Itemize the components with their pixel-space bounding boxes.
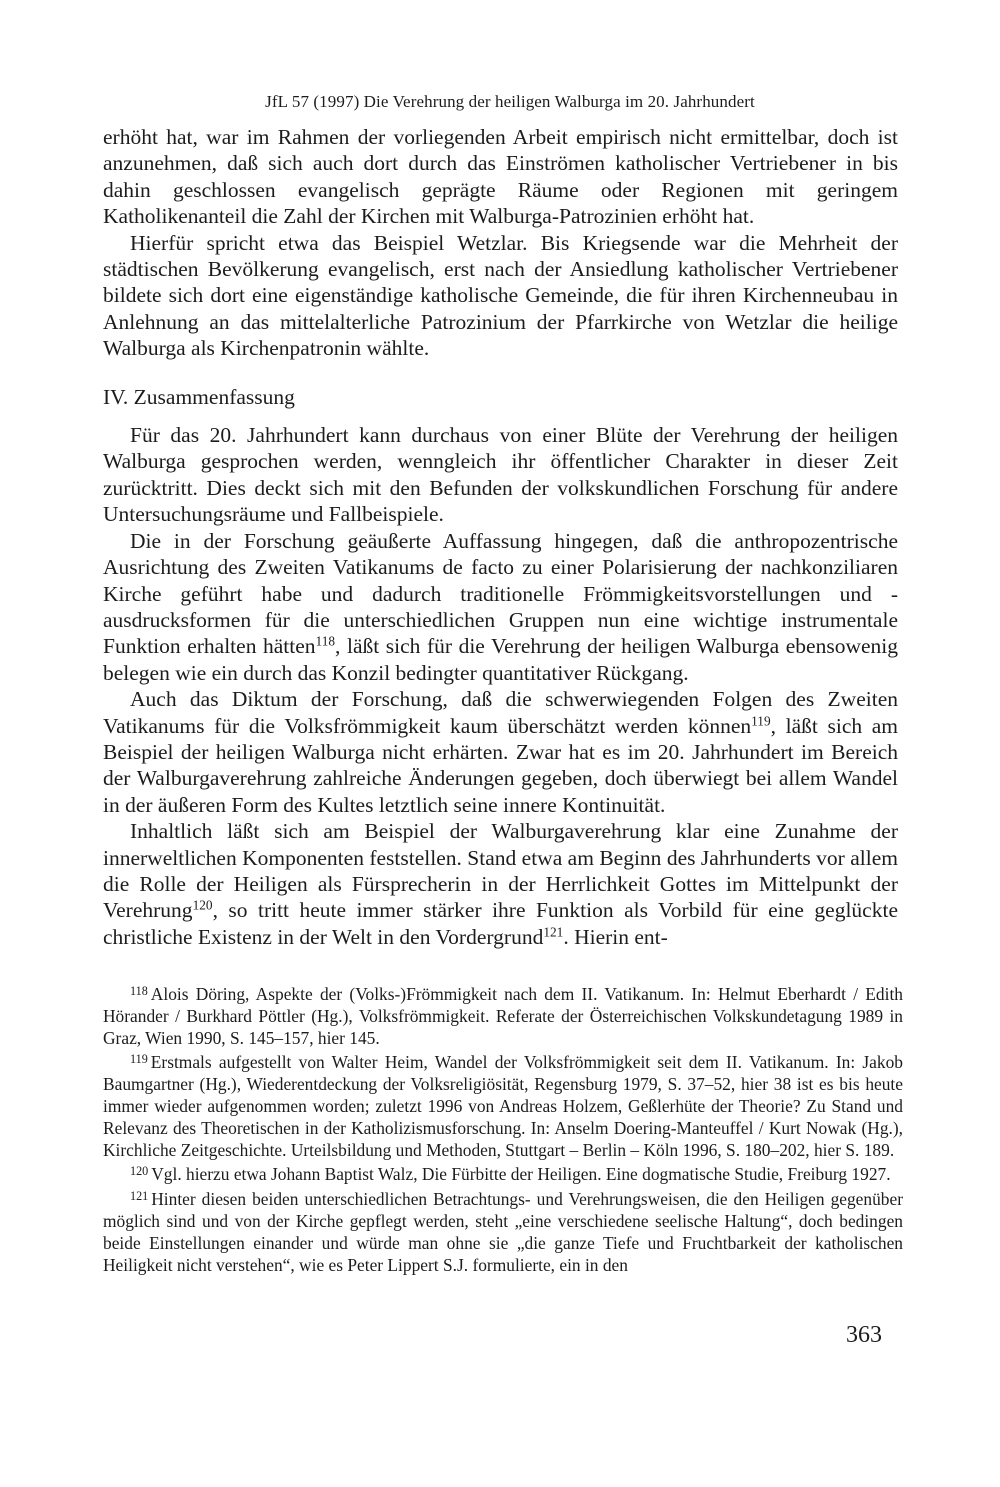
footnote-ref-118[interactable]: 118 xyxy=(315,633,336,649)
paragraph-5-text-a: Auch das Diktum der Forschung, daß die schwerwiegenden Folgen des Zweiten Vatikanums für die Volksfrömmigkeit kaum überschätzt werden können xyxy=(103,687,898,738)
paragraph-5 xyxy=(103,686,898,818)
footnote-118 xyxy=(103,984,903,1049)
footnote-number: 120 xyxy=(130,1163,149,1178)
footnote-number: 119 xyxy=(130,1051,148,1066)
main-text xyxy=(103,124,898,950)
paragraph-6-text-b: , so tritt heute immer stärker ihre Funktion als Vorbild für eine geglückte christliche Existenz in der Welt in den Vordergrund xyxy=(103,898,898,949)
footnote-ref-120[interactable]: 120 xyxy=(192,898,213,914)
footnote-119 xyxy=(103,1052,903,1161)
footnote-ref-121[interactable]: 121 xyxy=(543,924,564,940)
running-head: JfL 57 (1997) Die Verehrung der heiligen Walburga im 20. Jahrhundert xyxy=(265,92,755,111)
footnote-text: Vgl. hierzu etwa Johann Baptist Walz, Die Fürbitte der Heiligen. Eine dogmatische Studie, Freiburg 1927. xyxy=(151,1164,891,1185)
footnote-text: Hinter diesen beiden unterschiedlichen Betrachtungs- und Verehrungsweisen, die den Heiligen gegenüber möglich sind und von der Kirche gepflegt werden, steht „eine verschiedene seelische Haltung“, doch bedingen beide Einstellungen einander und würde man ohne sie „die ganze Tiefe und Fruchtbarkeit der katholischen Heiligkeit nicht verstehen“, wie es Peter Lippert S.J. formulierte, ein in den xyxy=(103,1189,903,1275)
footnote-120 xyxy=(103,1164,903,1186)
section-heading: IV. Zusammenfassung xyxy=(103,384,295,409)
paragraph-1: erhöht hat, war im Rahmen der vorliegenden Arbeit empirisch nicht ermittelbar, doch ist anzunehmen, daß sich auch dort durch das Einströmen katholischer Vertriebener in bis dahin geschlossen evangelisch geprägte Räume oder Regionen mit geringem Katholikenanteil die Zahl der Kirchen mit Walburga-Patrozinien erhöht hat. xyxy=(103,125,898,229)
paragraph-2: Hierfür spricht etwa das Beispiel Wetzlar. Bis Kriegsende war die Mehrheit der städtischen Bevölkerung evangelisch, erst nach der Ansiedlung katholischer Vertriebener bildete sich dort eine eigenständige katholische Gemeinde, die für ihren Kirchenneubau in Anlehnung an das mittelalterliche Patrozinium der Pfarrkirche von Wetzlar die heilige Walburga als Kirchenpatronin wählte. xyxy=(103,230,898,361)
footnote-121 xyxy=(103,1189,903,1276)
footnote-number: 121 xyxy=(130,1188,149,1203)
paragraph-6-text-c: . Hierin ent- xyxy=(563,924,668,949)
paragraph-3: Für das 20. Jahrhundert kann durchaus von einer Blüte der Verehrung der heiligen Walburga gesprochen werden, wenngleich ihr öffentlicher Charakter in dieser Zeit zurücktritt. Dies deckt sich mit den Befunden der volkskundlichen Forschung für andere Untersuchungsräume und Fallbeispiele. xyxy=(103,423,898,527)
paragraph-4-text-a: Die in der Forschung geäußerte Auffassung hingegen, daß die anthropozentrische Ausrichtung des Zweiten Vatikanums de facto zu einer Polarisierung der nachkonziliaren Kirche geführt habe und dadurch traditionelle Frömmigkeitsvorstellungen und -ausdrucksformen für die unterschiedlichen Gruppen nun eine wichtige instrumentale Funktion erhalten hätten xyxy=(103,528,898,659)
paragraph-6-text-a: Inhaltlich läßt sich am Beispiel der Walburgaverehrung klar eine Zunahme der innerweltlichen Komponenten feststellen. Stand etwa am Beginn des Jahrhunderts vor allem die Rolle der Heiligen als Fürsprecherin in der Herrlichkeit Gottes im Mittelpunkt der Verehrung xyxy=(103,819,898,923)
footnote-text: Erstmals aufgestellt von Walter Heim, Wandel der Volksfrömmigkeit seit dem II. Vatikanum. In: Jakob Baumgartner (Hg.), Wiederentdeckung der Volksreligiösität, Regensburg 1979, S. 37–52, hier 38 ist es bis heute immer wieder aufgenommen worden; zuletzt 1996 von Andreas Holzem, Geßlerhüte der Theorie? Zu Stand und Relevanz des Theoretischen in der Katholizismusforschung. In: Anselm Doering-Manteuffel / Kurt Nowak (Hg.), Kirchliche Zeitgeschichte. Urteilsbildung und Methoden, Stuttgart – Berlin – Köln 1996, S. 180–202, hier S. 189. xyxy=(103,1052,903,1160)
footnotes xyxy=(103,984,903,1279)
footnote-ref-119[interactable]: 119 xyxy=(751,713,771,729)
footnote-text: Alois Döring, Aspekte der (Volks-)Frömmigkeit nach dem II. Vatikanum. In: Helmut Eberhardt / Edith Hörander / Burkhard Pöttler (Hg.), Volksfrömmigkeit. Referate der Österreichischen Volkskundetagung 1989 in Graz, Wien 1990, S. 145–157, hier 145. xyxy=(103,984,903,1048)
page-number: 363 xyxy=(846,1322,882,1348)
paragraph-5-text-b: , läßt sich am Beispiel der heiligen Walburga nicht erhärten. Zwar hat es im 20. Jahrhundert im Bereich der Walburgaverehrung zahlreiche Änderungen gegeben, doch überwiegt bei allem Wandel in der äußeren Form des Kultes letztlich seine innere Kontinuität. xyxy=(103,713,899,817)
paragraph-4 xyxy=(103,528,898,686)
paragraph-4-text-b: , läßt sich für die Verehrung der heiligen Walburga ebensowenig belegen wie ein durch das Konzil bedingter quantitativer Rückgang. xyxy=(103,634,899,685)
paragraph-6 xyxy=(103,818,898,950)
footnote-number: 118 xyxy=(130,983,148,998)
